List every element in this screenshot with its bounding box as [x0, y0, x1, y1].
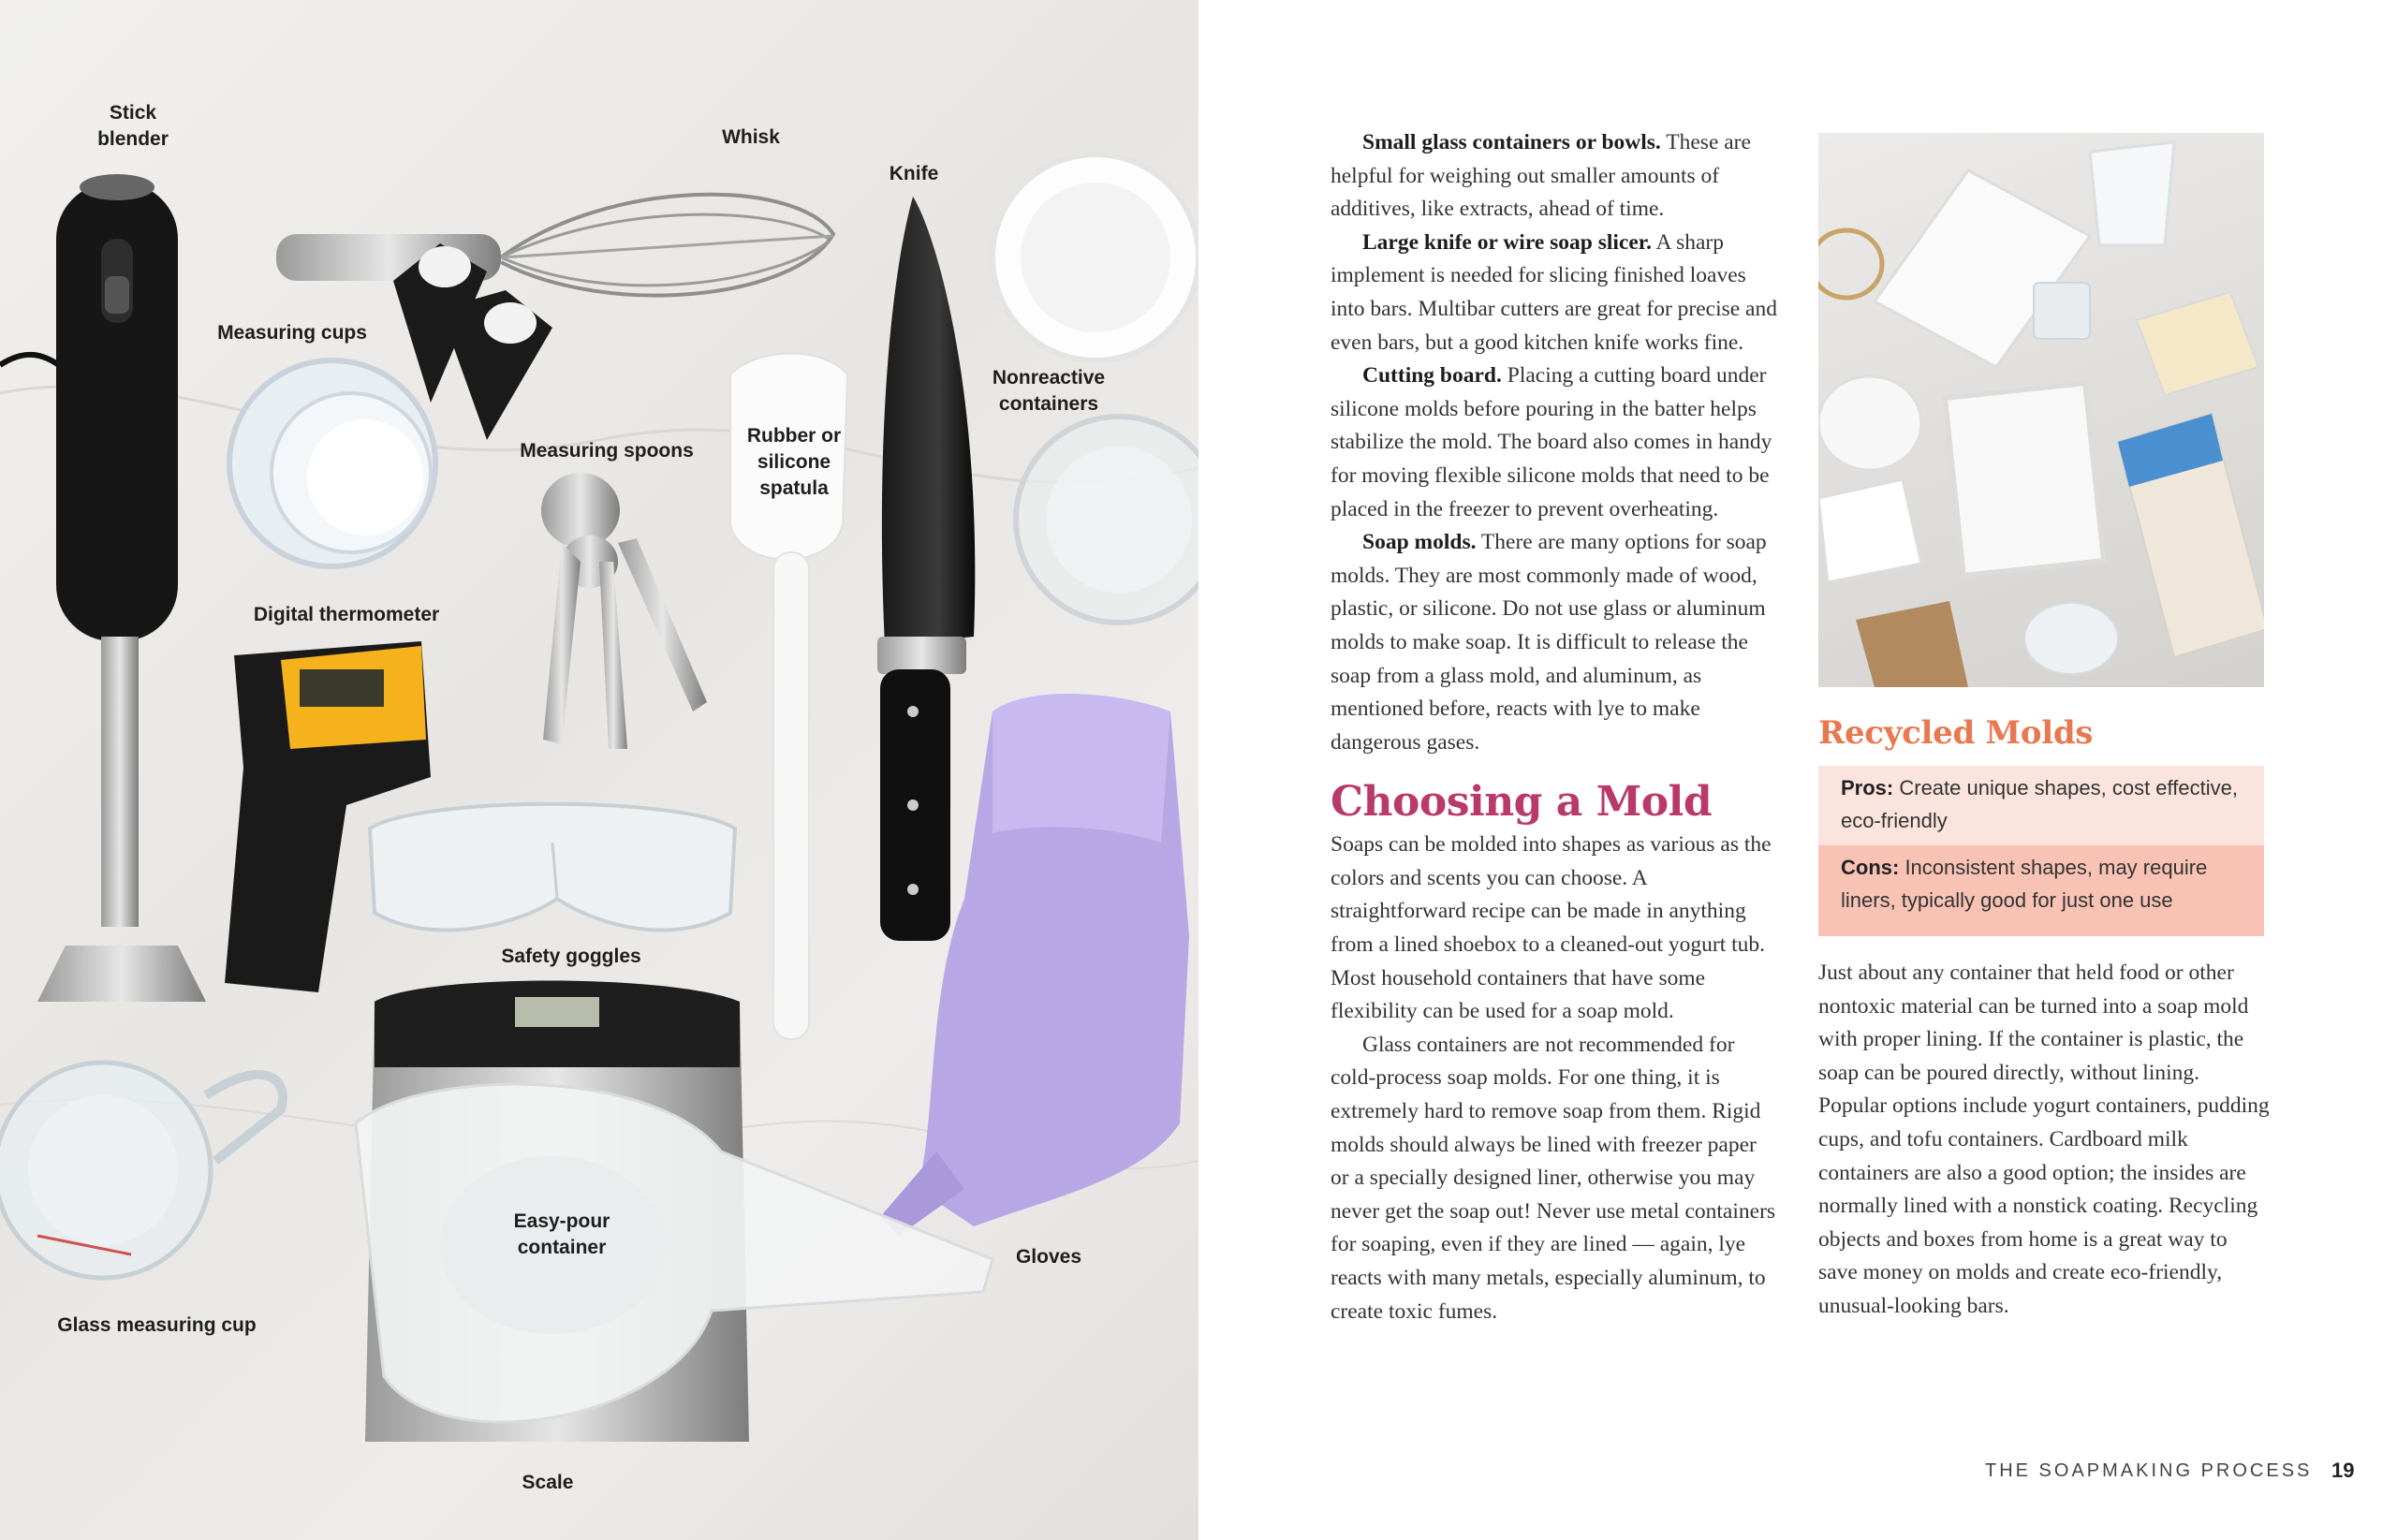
tools-illustration [0, 0, 1198, 1540]
paragraph-cutting-board [1331, 359, 1780, 526]
pros-label: Pros: [1841, 776, 1894, 799]
paragraph-soap-molds [1331, 526, 1780, 759]
cons-box [1818, 845, 2264, 936]
safety-goggles [370, 804, 735, 931]
paragraph-glass-containers: Glass containers are not recommended for cold-process soap molds. For one thing, it is extremely hard to remove soap from them. Rigid molds should always be lined with freezer paper or a specially designed liner, otherwise you may never get the soap out! Never use metal containers for soaping, even if they are lined — again, lye reacts with many metals, especially aluminum, to create toxic fumes. [1331, 1032, 1776, 1324]
tools-photo [0, 0, 1198, 1540]
running-head: THE SOAPMAKING PROCESS [1985, 1460, 2313, 1481]
pros-box [1818, 766, 2264, 845]
recycled-molds-illustration [1818, 133, 2264, 687]
label-easy-pour-container: Easy-pour container [513, 1210, 610, 1258]
term-large-knife: Large knife or wire soap slicer. [1362, 229, 1652, 255]
text-column-1 [1331, 126, 1780, 1328]
paragraph-text: These are helpful for weighing out smaller amounts of additives, like extracts, ahead of time. [1331, 130, 1751, 222]
cons-label: Cons: [1841, 856, 1900, 879]
sidebar-title-recycled-molds: Recycled Molds [1818, 714, 2094, 752]
measuring-spoons [541, 473, 707, 749]
label-rubber-spatula: Rubber or silicone spatula [746, 425, 842, 499]
recycled-molds-photo [1818, 133, 2264, 687]
measuring-cups [229, 243, 552, 566]
knife [877, 197, 975, 941]
page-number: 19 [2331, 1459, 2355, 1482]
label-stick-blender: Stick blender [97, 102, 169, 150]
paragraph-text: There are many options for soap molds. They are most commonly made of wood, plastic, or silicone. Do not use glass or aluminum molds to make soap. It is difficult to release the soap from a glass mold, and aluminum, as mentioned before, reacts with lye to make dangerous gases. [1331, 530, 1767, 755]
paragraph-knife [1331, 227, 1780, 359]
label-measuring-spoons: Measuring spoons [520, 440, 694, 462]
label-digital-thermometer: Digital thermometer [253, 604, 440, 625]
paragraph-text: Placing a cutting board under silicone molds before pouring in the batter helps stabilize the mold. The board also comes in handy for moving flexible silicone molds that need to be placed in the freezer to prevent overheating. [1331, 363, 1772, 521]
term-cutting-board: Cutting board. [1362, 363, 1502, 389]
label-scale: Scale [522, 1472, 574, 1493]
cons-text: Inconsistent shapes, may require liners, typically good for just one use [1841, 856, 2208, 912]
label-knife: Knife [889, 163, 939, 184]
label-nonreactive-containers: Nonreactive containers [992, 367, 1106, 415]
recycled-molds-body: Just about any container that held food or other nontoxic material can be turned into a soap mold with proper lining. If the container is plastic, the soap can be poured directly, without lining. Popular options include yogurt containers, pudding cups, and tofu containers. Cardboard milk containers are also a good option; the insides are normally lined with a nonstick coating. Recycling objects and boxes from home is a great way to save money on molds and create eco-friendly, unusual-looking bars. [1818, 961, 2270, 1318]
paragraph-choosing-mold-intro: Soaps can be molded into shapes as various as the colors and scents you can choose. A straightforward recipe can be made in anything from a lined shoebox to a cleaned-out yogurt tub. Most household containers that have some flexibility can be used for a soap mold. [1331, 832, 1772, 1024]
stick-blender [0, 174, 206, 1002]
label-gloves: Gloves [1015, 1246, 1082, 1268]
section-title-choosing-a-mold: Choosing a Mold [1331, 778, 1713, 827]
label-whisk: Whisk [722, 126, 780, 148]
pros-text: Create unique shapes, cost effective, eco-friendly [1841, 776, 2238, 832]
term-small-glass-containers: Small glass containers or bowls. [1362, 130, 1661, 154]
paragraph-small-glass-containers [1331, 126, 1780, 227]
label-glass-measuring-cup: Glass measuring cup [57, 1314, 257, 1336]
paragraph-text: A sharp implement is needed for slicing finished loaves into bars. Multibar cutters are great for precise and even bars, but a good kitchen knife works fine. [1331, 229, 1777, 355]
whisk [276, 195, 833, 296]
glass-measuring-cup [0, 1063, 283, 1278]
label-safety-goggles: Safety goggles [501, 946, 641, 967]
term-soap-molds: Soap molds. [1362, 530, 1477, 555]
label-measuring-cups: Measuring cups [217, 322, 367, 344]
